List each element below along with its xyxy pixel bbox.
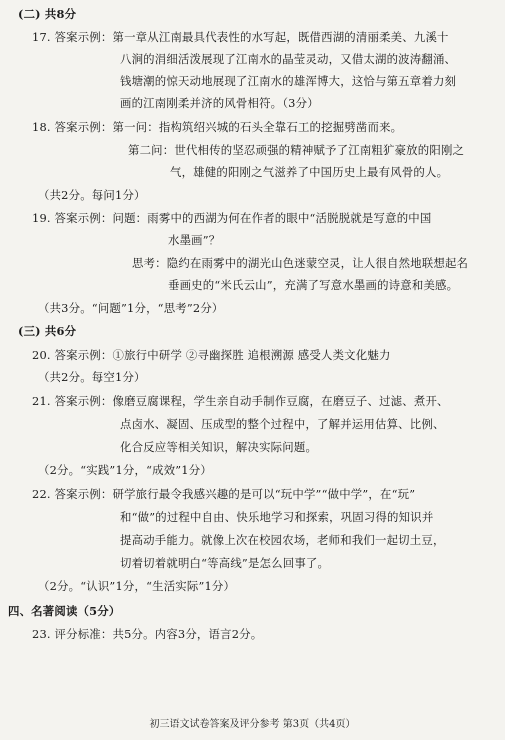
- answer-18-line-1: 18. 答案示例：第一问：指构筑绍兴城的石头全靠石工的挖掘劈凿而来。: [32, 120, 403, 134]
- section-2-heading: (二) 共8分: [18, 7, 77, 21]
- answer-22-line-3: 提高动手能力。就像上次在校园农场，老师和我们一起切土豆，: [120, 533, 445, 547]
- answer-17-line-2: 八涧的涓细活泼展现了江南水的晶莹灵动，又借太湖的波涛翻涌、: [120, 52, 457, 66]
- answer-20-score: （共2分。每空1分）: [38, 370, 146, 384]
- answer-19-line-2: 水墨画”？: [168, 233, 221, 247]
- answer-22-line-1: 22. 答案示例：研学旅行最令我感兴趣的是可以“玩中学”“做中学”，在“玩”: [32, 487, 416, 501]
- answer-22-line-4: 切着切着就明白“等高线”是怎么回事了。: [120, 556, 330, 570]
- answer-17-line-4: 画的江南刚柔并济的风骨相符。（3分）: [120, 96, 319, 110]
- answer-22-score: （2分。“认识”1分，“生活实际”1分）: [38, 579, 236, 593]
- answer-17-line-1: 17. 答案示例：第一章从江南最具代表性的水写起，既借西湖的清丽柔美、九溪十: [32, 30, 449, 44]
- answer-18-score: （共2分。每问1分）: [38, 188, 146, 202]
- answer-18-line-2: 第二问：世代相传的坚忍顽强的精神赋予了江南粗犷豪放的阳刚之: [128, 143, 465, 157]
- answer-23-line-1: 23. 评分标准：共5分。内容3分，语言2分。: [32, 627, 263, 641]
- answer-19-line-1: 19. 答案示例：问题：雨雾中的西湖为何在作者的眼中“活脱脱就是写意的中国: [32, 211, 432, 225]
- answer-21-score: （2分。“实践”1分，“成效”1分）: [38, 463, 212, 477]
- section-4-heading: 四、名著阅读（5分）: [8, 604, 121, 618]
- answer-19-line-3: 思考：隐约在雨雾中的湖光山色迷蒙空灵，让人很自然地联想起名: [132, 256, 469, 270]
- answer-20-line-1: 20. 答案示例：①旅行中研学 ②寻幽探胜 追根溯源 感受人类文化魅力: [32, 348, 391, 362]
- page-footer: 初三语文试卷答案及评分参考 第3页（共4页）: [149, 719, 356, 730]
- answer-19-line-4: 垂画史的“米氏云山”，充满了写意水墨画的诗意和美感。: [168, 278, 459, 292]
- answer-18-line-3: 气，雄健的阳刚之气滋养了中国历史上最有风骨的人。: [170, 165, 449, 179]
- answer-21-line-2: 点卤水、凝固、压成型的整个过程中，了解并运用估算、比例、: [120, 417, 445, 431]
- answer-22-line-2: 和“做”的过程中自由、快乐地学习和探索，巩固习得的知识并: [120, 510, 434, 524]
- section-3-heading: (三) 共6分: [18, 324, 77, 338]
- answer-21-line-1: 21. 答案示例：像磨豆腐课程，学生亲自动手制作豆腐，在磨豆子、过滤、煮开、: [32, 394, 449, 408]
- answer-17-line-3: 钱塘潮的惊天动地展现了江南水的雄浑博大，这恰与第五章着力刻: [120, 74, 457, 88]
- answer-21-line-3: 化合反应等相关知识，解决实际问题。: [120, 440, 318, 454]
- answer-19-score: （共3分。“问题”1分，“思考”2分）: [38, 301, 224, 315]
